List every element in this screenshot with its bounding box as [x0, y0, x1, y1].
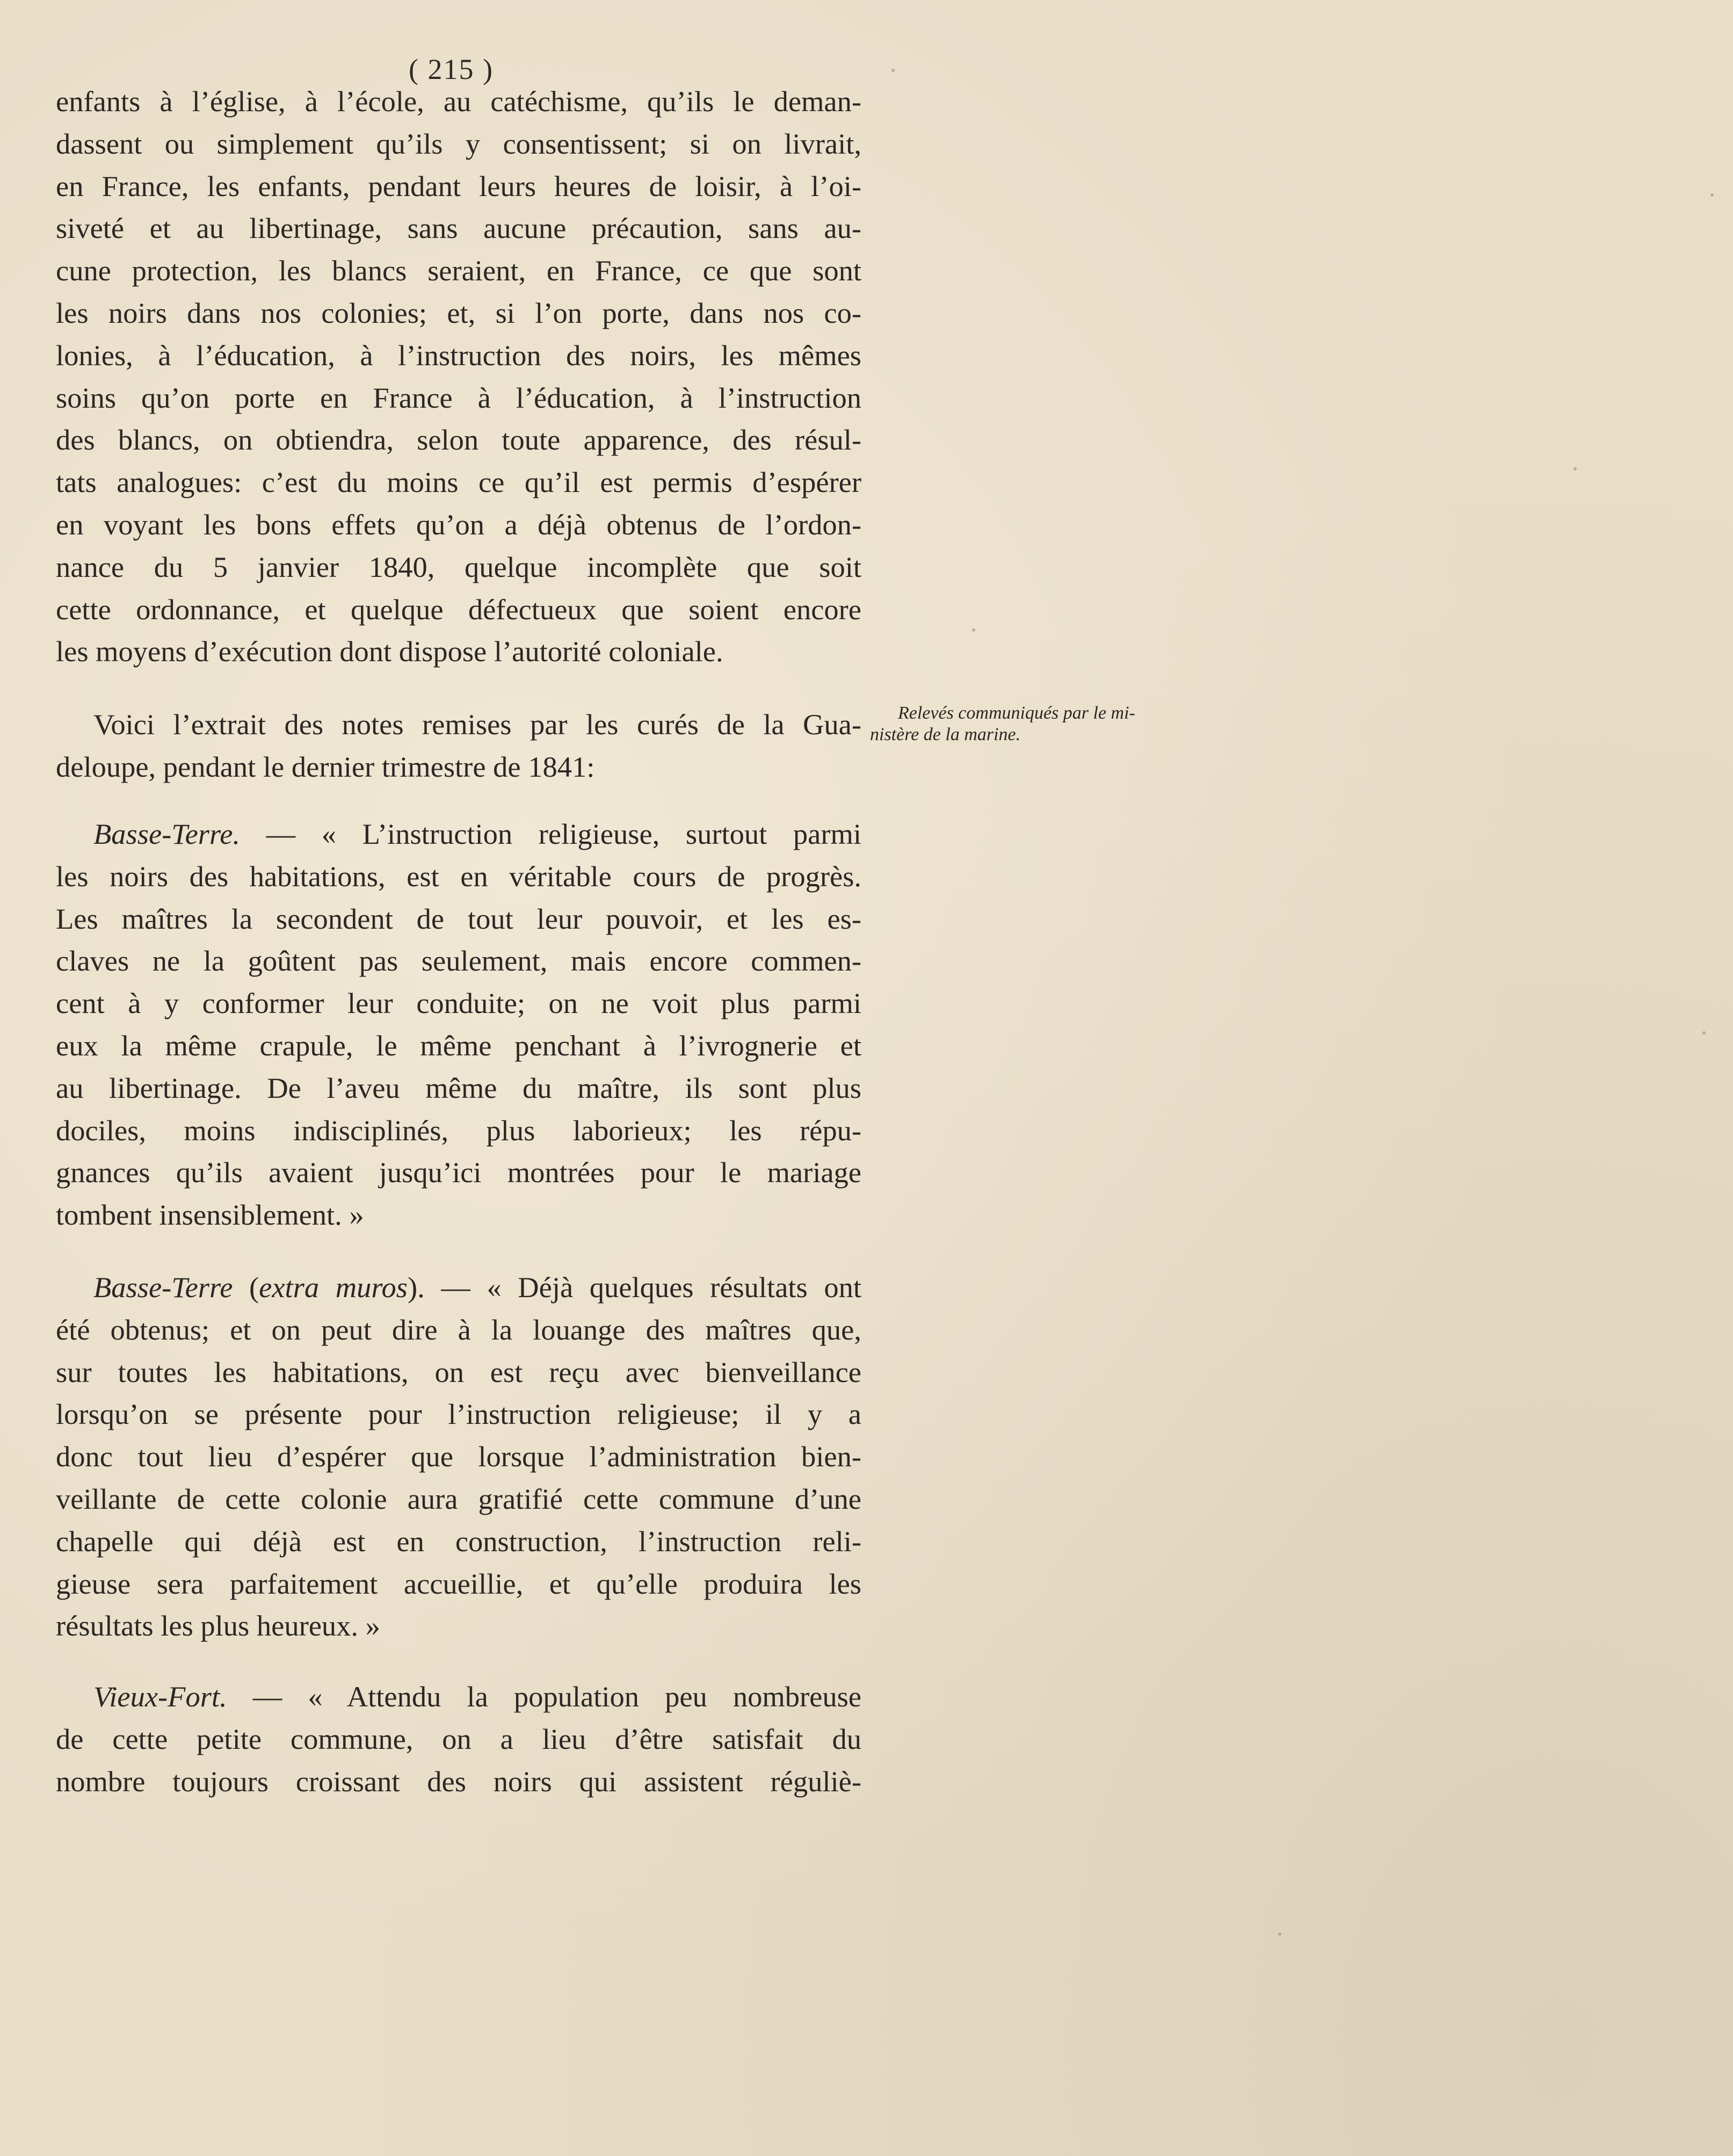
paragraph-lead-line — [56, 1676, 861, 1718]
text-line: Les maîtres la secondent de tout leur pouvoir, et les es- — [56, 902, 861, 935]
lead-text: ). — « Déjà quelques résultats ont — [407, 1271, 861, 1304]
paragraph-2 — [56, 704, 861, 788]
text-line: les noirs dans nos colonies; et, si l’on porte, dans nos co- — [56, 296, 861, 329]
text-line: les noirs des habitations, est en véritable cours de progrès. — [56, 859, 861, 893]
paper-speck — [972, 628, 975, 632]
text-line: les moyens d’exécution dont dispose l’autorité coloniale. — [56, 635, 723, 668]
text-line: eux la même crapule, le même penchant à l’ivrognerie et — [56, 1029, 861, 1062]
paper-speck — [1278, 1933, 1281, 1936]
text-line: en voyant les bons effets qu’on a déjà obtenus de l’ordon- — [56, 508, 861, 541]
text-line: chapelle qui déjà est en construction, l’instruction reli- — [56, 1524, 861, 1558]
text-line: lonies, à l’éducation, à l’instruction des noirs, les mêmes — [56, 338, 861, 372]
paper-speck — [1710, 193, 1714, 197]
text-line: nombre toujours croissant des noirs qui assistent réguliè- — [56, 1764, 861, 1798]
place-name: Basse-Terre. — [93, 817, 241, 850]
place-qualifier: extra muros — [259, 1271, 408, 1304]
text-line: sur toutes les habitations, on est reçu avec bienveillance — [56, 1355, 861, 1388]
paragraph-basse-terre-extra-muros — [56, 1267, 861, 1647]
text-line: cent à y conformer leur conduite; on ne voit plus parmi — [56, 987, 861, 1020]
text-line: dociles, moins indisciplinés, plus laborieux; les répu- — [56, 1113, 861, 1147]
paragraph-lead-line — [56, 813, 861, 856]
paragraph-lead-line — [56, 1267, 861, 1309]
text-line: Voici l’extrait des notes remises par les curés de la Gua- — [93, 708, 861, 741]
text-line: au libertinage. De l’aveu même du maître, ils sont plus — [56, 1071, 861, 1104]
text-line: été obtenus; et on peut dire à la louange des maîtres que, — [56, 1313, 861, 1346]
margin-note-line: Relevés communiqués par le mi- — [898, 703, 1135, 723]
margin-note — [870, 703, 1192, 746]
paragraph-basse-terre — [56, 813, 861, 1236]
text-line: claves ne la goûtent pas seulement, mais encore commen- — [56, 944, 861, 978]
place-name: Basse-Terre — [93, 1271, 233, 1304]
text-line: de cette petite commune, on a lieu d’être satisfait du — [56, 1722, 861, 1755]
text-line: dassent ou simplement qu’ils y consentissent; si on livrait, — [56, 127, 861, 160]
paper-speck — [891, 69, 895, 72]
open-paren: ( — [233, 1271, 259, 1304]
paper-speck — [1574, 467, 1577, 471]
text-line: des blancs, on obtiendra, selon toute apparence, des résul- — [56, 423, 861, 457]
page-number: ( 215 ) — [409, 53, 494, 85]
text-line: en France, les enfants, pendant leurs heures de loisir, à l’oi- — [56, 169, 861, 202]
text-line: tombent insensiblement. » — [56, 1198, 364, 1232]
text-line: gnances qu’ils avaient jusqu’ici montrées pour le mariage — [56, 1156, 861, 1189]
lead-text: — « Attendu la population peu nombreuse — [227, 1680, 861, 1713]
text-line: deloupe, pendant le dernier trimestre de 1841: — [56, 750, 595, 783]
text-line: siveté et au libertinage, sans aucune précaution, sans au- — [56, 212, 861, 245]
text-line: cette ordonnance, et quelque défectueux que soient encore — [56, 592, 861, 626]
lead-text: — « L’instruction religieuse, surtout parmi — [240, 817, 861, 850]
paragraph-1 — [56, 81, 861, 673]
paper-speck — [1702, 1031, 1706, 1034]
text-line: donc tout lieu d’espérer que lorsque l’administration bien- — [56, 1440, 861, 1473]
text-line: tats analogues: c’est du moins ce qu’il est permis d’espérer — [56, 466, 861, 499]
paragraph-vieux-fort — [56, 1676, 861, 1803]
text-line: cune protection, les blancs seraient, en France, ce que sont — [56, 254, 861, 287]
text-line: veillante de cette colonie aura gratifié cette commune d’une — [56, 1482, 861, 1515]
margin-note-line: nistère de la marine. — [870, 725, 1021, 744]
text-line: enfants à l’église, à l’école, au catéchisme, qu’ils le deman- — [56, 85, 861, 118]
text-line: nance du 5 janvier 1840, quelque incomplète que soit — [56, 550, 861, 583]
text-line: lorsqu’on se présente pour l’instruction religieuse; il y a — [56, 1398, 861, 1431]
place-name: Vieux-Fort. — [93, 1680, 227, 1713]
text-line: résultats les plus heureux. » — [56, 1609, 380, 1643]
text-line: gieuse sera parfaitement accueillie, et qu’elle produira les — [56, 1567, 861, 1600]
text-line: soins qu’on porte en France à l’éducation, à l’instruction — [56, 381, 861, 414]
